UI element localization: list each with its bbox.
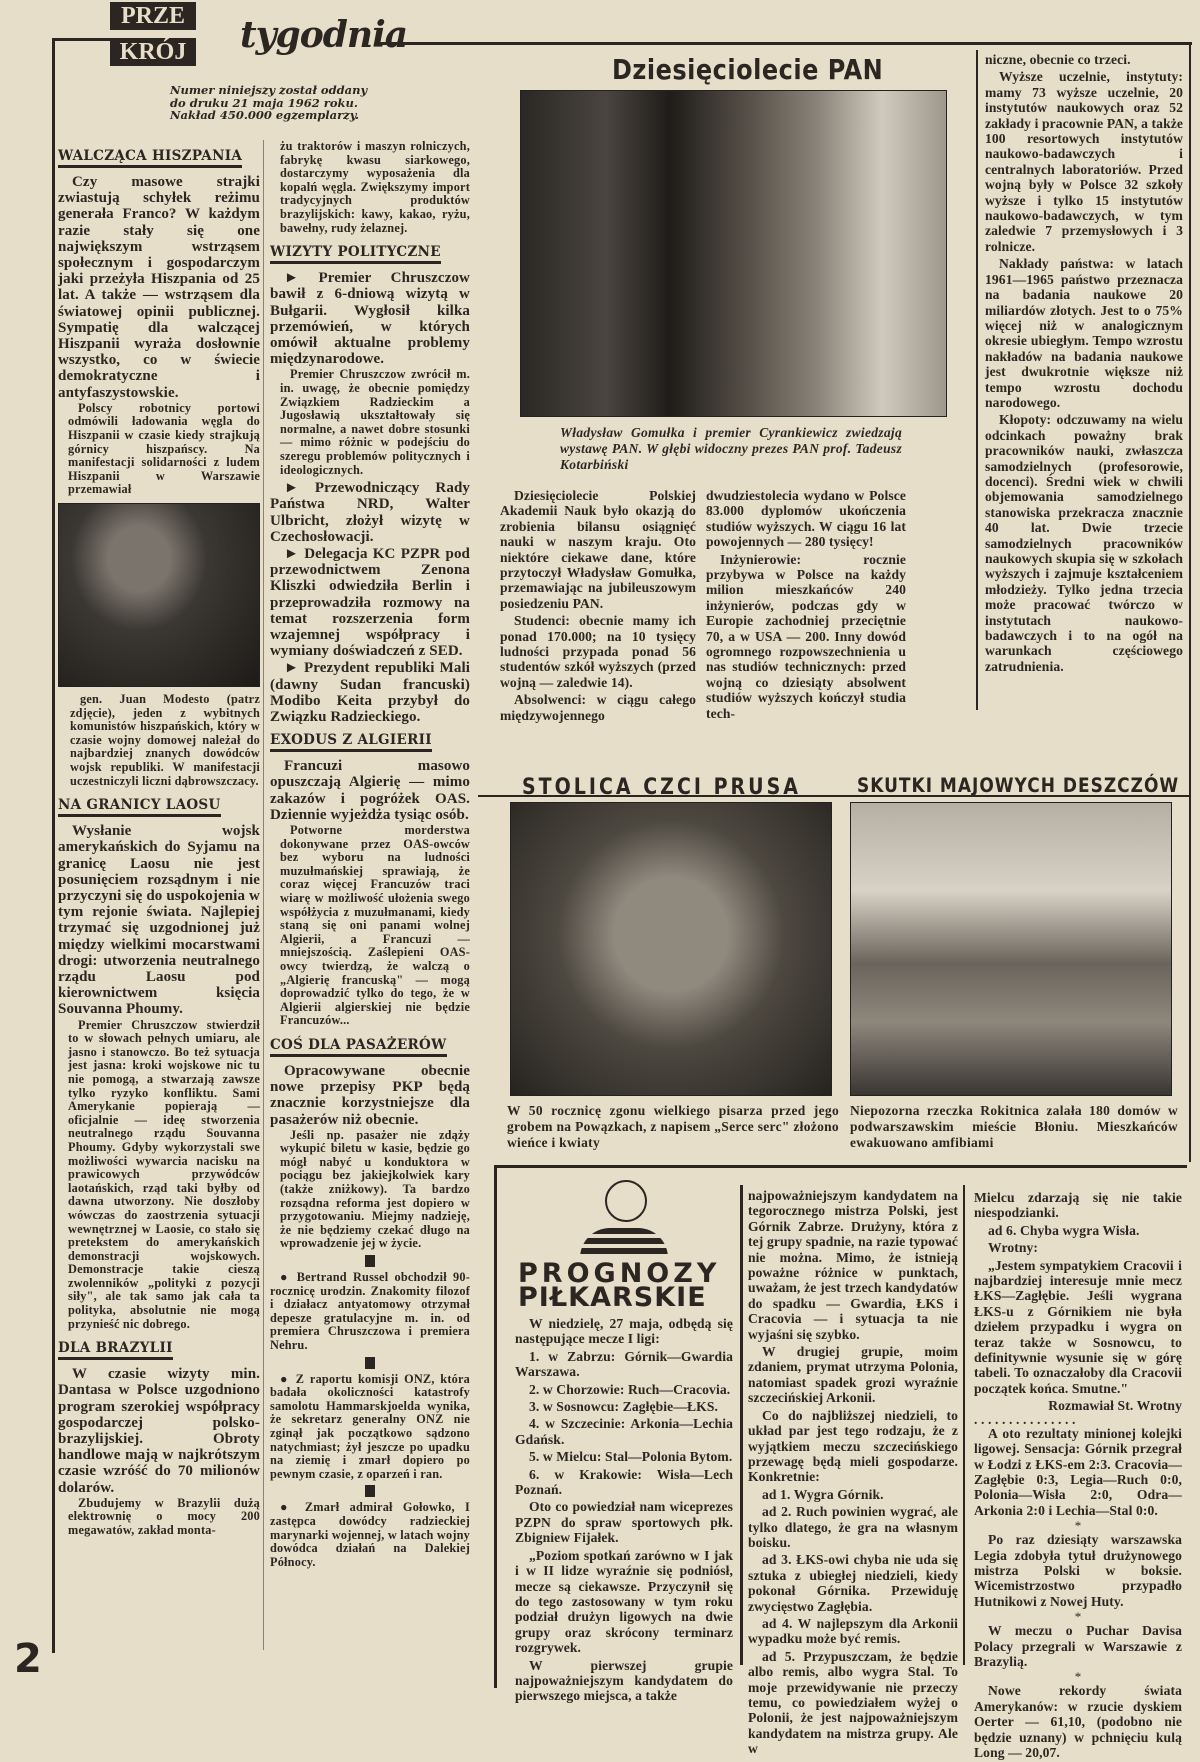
match-item: 1. w Zabrzu: Górnik—Gwardia Warszawa. <box>515 1348 733 1380</box>
arrow-icon: ► <box>284 545 305 562</box>
football-paragraph: Mielcu zdarzają się nie takie niespodzianki. <box>974 1190 1182 1221</box>
photo-pan-exhibition <box>520 90 947 417</box>
photo-flood <box>850 802 1172 1096</box>
football-paragraph: ad 1. Wygra Górnik. <box>762 1486 884 1502</box>
visit-text: Prezydent republiki Mali (dawny Sudan francuski) Modibo Keita przybył do Związku Radzieckiego. <box>270 660 471 725</box>
football-paragraph: najpoważniejszym kandydatem na tegorocznego mistrza Polski, jest Górnik Zabrze. Drużyny, która z tej grupy spadnie, na razie typować nie można. Mimo, że istnieją poważne różnice w punktach, uważam, że jest trzech kandydatów do spadku — Gwardia, ŁKS i Cracovia — i sytuacja ta nie wyjaśni się szybko. <box>748 1188 958 1342</box>
frame-left-rule <box>52 38 55 1653</box>
star-divider: * <box>1074 1518 1082 1534</box>
passengers-lead: Opracowywane obecnie nowe przepisy PKP będą znacznie korzystniejsze dla pasażerów niż obecnie. <box>270 1062 470 1128</box>
arrow-icon: ► <box>284 270 319 287</box>
pan-column-a <box>500 488 696 725</box>
laos-detail: Premier Chruszczow stwierdził to w słowach pełnych umiaru, ale jasno i stanowczo. Bo też sytuacja jest jasna: kroki wojskowe nic tu nie pomogą, a stwarzają zawsze tylko ryzyko konfliktu. Sami Amerykanie popierają — oficjalnie — ideę stworzenia neutralnego rządu Souvanna Phoumy. Gdyby wykorzystali swe możliwości wywarcia nacisku na prawicowych przywódców laotańskich, rząd taki byłby od dawna utworzony. Nie doszłoby wówczas do zaostrzenia sytuacji wewnętrznej w Laosie, co stało się pretekstem do amerykańskich demonstracji wojskowych. Demonstracje takie cieszą zwolenników „polityki z pozycji siły", ale tak samo jak cała ta polityka, absolutnie nie mogą przynieść nic dobrego. <box>68 1017 260 1331</box>
dotted-divider: . . . . . . . . . . . . . . . <box>974 1411 1076 1427</box>
visit-item <box>270 546 470 659</box>
football-paragraph: ad 2. Ruch powinien wygrać, ale tylko dlatego, że gra na własnym boisku. <box>748 1504 958 1550</box>
pan-paragraph: Kłopoty: odczuwamy na wielu odcinkach poważny brak pracowników nauki, zwłaszcza samodzielnych (profesorowie, docenci). Średni wiek w chwili objemowania samodzielnego stanowiska przekracza znacznie 40 lat. Dwie trzecie samodzielnych pracowników naukowych skupia się w szkołach wyższych i zajmuje kształceniem młodzieży. Tylko jedna trzecia może pracować twórczo w instytutach naukowo-badawczych i to na ogół na warunkach częściowego zatrudnienia. <box>985 412 1183 674</box>
football-column-3 <box>974 1190 1182 1762</box>
match-item: 3. w Sosnowcu: Zagłębie—ŁKS. <box>529 1399 718 1415</box>
bullet-icon: ● <box>280 1270 297 1285</box>
spain-heading: WALCZĄCA HISZPANIA <box>58 148 242 168</box>
football-paragraph: „Jestem sympatykiem Cracovii i najbardziej interesuje mnie mecz ŁKS—Zagłębie. Jeśli wygrana ŁKS-u z Górnikiem nie była dziełem przypadku i wygra on teraz także w Sosnowcu, to definitywnie wysunie się w górę tabeli. To oznaczałoby dla Cracovii początek końca. Smutne." <box>974 1257 1182 1396</box>
visit-item <box>270 270 470 367</box>
visit-detail: Premier Chruszczow zwrócił m. in. uwagę, że obecnie pomiędzy Związkiem Radzieckim a Jugosławią ukształtowały się normalne, a nawet dobre stosunki — mimo różnic w podejściu do szeregu problemów politycznych i ideologicznych. <box>280 367 470 477</box>
pan-paragraph: Wyższe uczelnie, instytuty: mamy 73 wyższe uczelnie, 20 instytutów naukowych oraz 52 zakłady i pracownie PAN, a także 100 resortowych instytutów naukowo-badawczych i centralnych laboratoriów. Przed wojną były w Polsce 32 szkoły wyższe i tylko 15 instytutów naukowo-badawczych, w tym zaledwie 7 przemysłowych i 3 rolnicze. <box>985 69 1183 254</box>
football-intro: W niedzielę, 27 maja, odbędą się następujące mecze I ligi: <box>515 1316 733 1347</box>
bullet-icon: ● <box>280 1371 296 1386</box>
separator-square-icon <box>365 1357 375 1369</box>
brazil-detail: Zbudujemy w Brazylii dużą elektrownię o mocy 200 megawatów, zakład monta- <box>68 1495 260 1538</box>
football-paragraph: „Poziom spotkań zarówno w I jak i w II lidze wyraźnie się podniósł, mecze są ciekawsze. Przyczynił się do tego zastosowany w tym roku podział drużyn ligowych na dwie grupy oraz skrócony terminarz rozgrywek. <box>515 1547 733 1656</box>
logo-top: PRZE <box>110 2 196 30</box>
frame-top-rule <box>52 38 112 41</box>
news-note <box>270 1373 470 1482</box>
news-note <box>270 1501 470 1569</box>
results-paragraph: A oto rezultaty minionej kolejki ligowej. Sensacja: Górnik przegrał w Łodzi z ŁKS-em 2:3. Cracovia—Zagłębie 0:3, Legia—Ruch 0:0, Polonia—Wisła 2:0, Odra—Arkonia 2:0 i Lechia—Stal 0:0. <box>974 1425 1182 1518</box>
football-paragraph: W pierwszej grupie najpoważniejszym kandydatem do pierwszego miejsca, a także <box>515 1657 733 1704</box>
prus-caption: W 50 rocznicę zgonu wielkiego pisarza przed jego grobem na Powązkach, z napisem „Serce serc" złożono wieńce i kwiaty <box>507 1103 839 1150</box>
sport-note: W meczu o Puchar Davisa Polacy przegrali w Warszawie z Brazylią. <box>974 1623 1182 1669</box>
sport-note: Nowe rekordy świata Amerykanów: w rzucie dyskiem Oerter — 61,10, (podobno nie będzie uznany) w pchnięciu kulą Long — 20,07. <box>974 1683 1182 1760</box>
separator-square-icon <box>365 1485 375 1497</box>
brazil-lead: W czasie wizyty min. Dantasa w Polsce uzgodniono program szerokiej współpracy gospodarczej polsko-brazylijskiej. Obroty handlowe mają w najkrótszym czasie wzróść do 70 milionów dolarów. <box>58 1366 260 1496</box>
note-text: Zmarł admirał Gołowko, I zastępca dowódcy radzieckiej marynarki wojennej, w latach wojny dowódca działań na Dalekiej Północy. <box>270 1500 470 1569</box>
algeria-detail: Potworne morderstwa dokonywane przez OAS-owców bez wyboru na ludności muzułmańskiej sprawiają, że coraz więcej Francuzów traci wiarę w możliwość ułożenia swego współżycia z muzułmanami, kiedy staną się oni panami wolnej Algierii, a Francuzi — mniejszością. Zaślepieni OAS-owcy twierdzą, że walczą o „Algierię francuską" — mogą doprowadzić tylko do tego, że w Algierii algierskiej nie będzie Francuzów... <box>280 822 470 1028</box>
algeria-lead: Francuzi masowo opuszczają Algierię — mimo zakazów i pogróżek OAS. Dziennie wyjeżdża tysiąc osób. <box>270 758 470 823</box>
pan-paragraph: dwudziestolecia wydano w Polsce 83.000 dyplomów ukończenia studiów wyższych. W ciągu 16 lat powojennych — 280 tysięcy! <box>706 488 906 550</box>
visit-item <box>270 660 470 725</box>
match-item: 2. w Chorzowie: Ruch—Cracovia. <box>529 1381 731 1397</box>
pan-column-b <box>706 488 906 723</box>
separator-square-icon <box>365 1255 375 1267</box>
brazil-detail-cont: żu traktorów i maszyn rolniczych, fabrykę kwasu siarkowego, dostarczymy wyposażenia dla kopalń węgla. Zwiększymy import tradycyjnych produktów brazylijskich: kawy, kakao, ryżu, bawełny, rudy żelaznej. <box>280 139 470 235</box>
spain-lead: Czy masowe strajki zwiastują schyłek reżimu generała Franco? W każdym razie stały się one największym wstrząsem społecznym i gospodarczym jaki przeżyła Hiszpania od 25 lat. A także — wstrząsem dla światowej opinii publicznej. Sympatię dla walczącej Hiszpanii wyraża dosłownie wszystko, co w świecie demokratyczne i antyfaszystowskie. <box>58 174 260 401</box>
arrow-icon: ► <box>284 660 305 677</box>
masthead-script-title: tygodnia <box>240 14 408 56</box>
football-paragraph: ad 5. Przypuszczam, że będzie albo remis, albo wygra Stal. To moje przewidywanie nie przeczy temu, co powiedziałem wyżej o Polonii, że jest najpoważniejszym kandydatem na mistrza grupy. Ale w <box>748 1648 958 1757</box>
pan-title: Dziesięciolecie PAN <box>612 53 884 87</box>
football-paragraph: Wrotny: <box>988 1240 1039 1256</box>
football-paragraph: ad 4. W najlepszym dla Arkonii wypadku może być remis. <box>748 1615 958 1647</box>
imprint-line: Numer niniejszy został oddany <box>170 83 368 97</box>
pan-paragraph: Inżynierowie: rocznie przybywa w Polsce na każdy milion mieszkańców 240 inżynierów, podczas gdy w Europie zachodniej przeciętnie 70, a w USA — 200. Inny dowód ogromnego rozpowszechnienia u nas studiów technicznych: przed wojną co dziesiąty absolwent studiów wyższych kończył studia tech- <box>706 551 906 721</box>
star-divider: * <box>1074 1669 1082 1685</box>
frame-top-rule-right <box>380 42 1192 45</box>
column-rule <box>976 50 978 710</box>
spain-detail: Polscy robotnicy portowi odmówili ładowania węgla do Hiszpanii w czasie kiedy strajkują górnicy hiszpańscy. Na manifestacji solidarności z ludem Hiszpanii w Warszawie przemawiał <box>68 400 260 497</box>
note-text: Bertrand Russel obchodził 90-rocznicę urodzin. Znakomity filozof i działacz antyatomowy otrzymał depesze gratulacyjne m. in. od premiera Chruszczowa i premiera Nehru. <box>270 1270 470 1353</box>
prus-title: STOLICA CZCI PRUSA <box>522 774 801 800</box>
signature: Rozmawiał St. Wrotny <box>1048 1398 1182 1414</box>
sport-note: Po raz dziesiąty warszawska Legia zdobyła tytuł drużynowego mistrza Polski w boksie. Wicemistrzostwo przypadło Hutnikowi z Nowej Huty. <box>974 1532 1182 1609</box>
pan-column-c <box>985 52 1183 676</box>
football-paragraph: Oto co powiedział nam wiceprezes PZPN do spraw sportowych płk. Zbigniew Fijałek. <box>515 1499 733 1546</box>
football-paragraph: ad 6. Chyba wygra Wisła. <box>988 1222 1140 1238</box>
frame-right-rule <box>1189 42 1191 1162</box>
football-paragraph: Co do najbliższej niedzieli, to układ par jest tego rodzaju, że z wyjątkiem meczu szczecińskiego przewagę będą mieli gospodarze. Konkretnie: <box>748 1407 958 1485</box>
news-note <box>270 1271 470 1353</box>
pan-paragraph: Absolwenci: w ciągu całego międzywojennego <box>500 692 696 723</box>
title-line: PIŁKARSKIE <box>518 1282 707 1313</box>
visits-heading: WIZYTY POLITYCZNE <box>270 244 441 264</box>
photo-juan-modesto <box>58 503 260 687</box>
laos-lead: Wysłanie wojsk amerykańskich do Syjamu na granicę Laosu nie jest posunięciem rozsądnym i nie przyczyni się do uspokojenia w tym rejonie świata. Najlepiej trzymać się uzgodnionej już między wielkimi mocarstwami drogi: utworzenia neutralnego rządu Laosu pod kierownictwem księcia Souvanna Phoumy. <box>58 823 260 1018</box>
pan-paragraph: Nakłady państwa: w latach 1961—1965 państwo przeznacza na badania naukowe 20 miliardów złotych. Jest to o 75% więcej niż w analogicznym okresie ubiegłym. Tempo wzrostu nakładów na badania naukowe jest dwukrotnie większe niż tempo wzrostu dochodu narodowego. <box>985 256 1183 410</box>
imprint-line: do druku 21 maja 1962 roku. <box>170 95 358 110</box>
rain-title: SKUTKI MAJOWYCH DESZCZÓW <box>857 774 1180 798</box>
arrow-icon: ► <box>284 480 315 497</box>
football-player-icon <box>580 1180 670 1260</box>
bullet-icon: ● <box>280 1500 305 1515</box>
column-rule <box>963 1185 965 1665</box>
pan-paragraph: Studenci: obecnie mamy ich ponad 170.000; na 10 tysięcy ludności przypada ponad 56 studentów szkół wyższych (przed wojną — zaledwie 14). <box>500 613 696 690</box>
pan-paragraph: Dziesięciolecie Polskiej Akademii Nauk było okazją do zrobienia bilansu osiągnięć nauki w naszym kraju. Oto niektóre ciekawe dane, które przytoczył Władysław Gomułka, przemawiając na jubileuszowym posiedzeniu PAN. <box>500 488 696 611</box>
visit-text: Delegacja KC PZPR pod przewodnictwem Zenona Kliszki odwiedziła Berlin i przeprowadziła rozmowy na temat rozszerzenia form wzajemnej współpracy i wymiany doświadczeń z SED. <box>270 545 471 660</box>
imprint-line: Nakład 450.000 egzemplarzy. <box>170 108 360 122</box>
match-item: 5. w Mielcu: Stal—Polonia Bytom. <box>529 1449 733 1465</box>
photo-prus-grave <box>510 802 832 1096</box>
pan-photo-caption: Władysław Gomułka i premier Cyrankiewicz zwiedzają wystawę PAN. W głębi widoczny prezes PAN prof. Tadeusz Kotarbiński <box>560 425 902 472</box>
match-item: 4. w Szczecinie: Arkonia—Lechia Gdańsk. <box>515 1416 733 1447</box>
note-text: Z raportu komisji ONZ, która badała okoliczności katastrofy samolotu Hammarskjoelda wynika, że sekretarz generalny ONZ nie zginął jak początkowo sądzono natychmiast; żył jeszcze po upadku na ziemię i zmarł dopiero po pewnym czasie, z oparzeń i ran. <box>270 1371 470 1481</box>
match-item: 6. w Krakowie: Wisła—Lech Poznań. <box>515 1466 733 1498</box>
masthead-logo <box>110 2 196 66</box>
imprint <box>170 84 390 122</box>
column-1 <box>58 142 260 1541</box>
column-rule <box>263 140 264 1650</box>
algeria-heading: EXODUS Z ALGIERII <box>270 732 432 752</box>
passengers-heading: COŚ DLA PASAŻERÓW <box>270 1037 447 1057</box>
modesto-caption: gen. Juan Modesto (patrz zdjęcie), jeden z wybitnych komunistów hiszpańskich, który w czasie wojny domowej należał do najbardziej znanych dowódców wojsk republiki. W manifestacji uczestniczyli liczni dąbrowszczacy. <box>70 692 260 788</box>
pan-paragraph: niczne, obecnie co trzeci. <box>985 52 1131 67</box>
football-paragraph: ad 3. ŁKS-owi chyba nie uda się sztuka z ubiegłej niedzieli, kiedy pokonał Górnika. Przewiduję zwycięstwo Zagłębia. <box>748 1552 958 1614</box>
football-column-1 <box>515 1316 733 1706</box>
brazil-heading: DLA BRAZYLII <box>58 1340 173 1360</box>
title-line: PROGNOZY <box>518 1258 721 1289</box>
rain-caption: Niepozorna rzeczka Rokitnica zalała 180 domów w podwarszawskim mieście Błoniu. Mieszkańców ewakuowano amfibiami <box>850 1103 1178 1150</box>
star-divider: * <box>1074 1609 1082 1625</box>
column-rule <box>740 1185 743 1665</box>
visit-text: Premier Chruszczow bawił z 6-dniową wizytą w Bułgarii. Wygłosił kilka przemówień, w których omówił aktualne problemy międzynarodowe. <box>270 270 470 368</box>
football-paragraph: W drugiej grupie, moim zdaniem, prymat utrzyma Polonia, natomiast spadek grozi wyraźnie szczecińskiej Arkonii. <box>748 1344 958 1406</box>
visit-text: Przewodniczący Rady Państwa NRD, Walter Ulbricht, złożył wizytę w Czechosłowacji. <box>270 480 471 545</box>
logo-bottom: KRÓJ <box>110 38 196 66</box>
football-column-2 <box>748 1188 958 1759</box>
column-2 <box>270 140 470 1572</box>
passengers-detail: Jeśli np. pasażer nie zdąży wykupić biletu w kasie, będzie go mógł nabyć u konduktora w pociągu bez jakiejkolwiek kary (także zniżkowy). Ta bardzo rozsądna reforma jest dopiero w przygotowaniu. Miejmy nadzieję, że nie będziemy czekać długo na wprowadzenie jej w życie. <box>280 1127 470 1251</box>
page-number: 2 <box>14 1636 42 1682</box>
football-title <box>518 1258 728 1313</box>
visit-item <box>270 480 470 545</box>
laos-heading: NA GRANICY LAOSU <box>58 797 221 817</box>
